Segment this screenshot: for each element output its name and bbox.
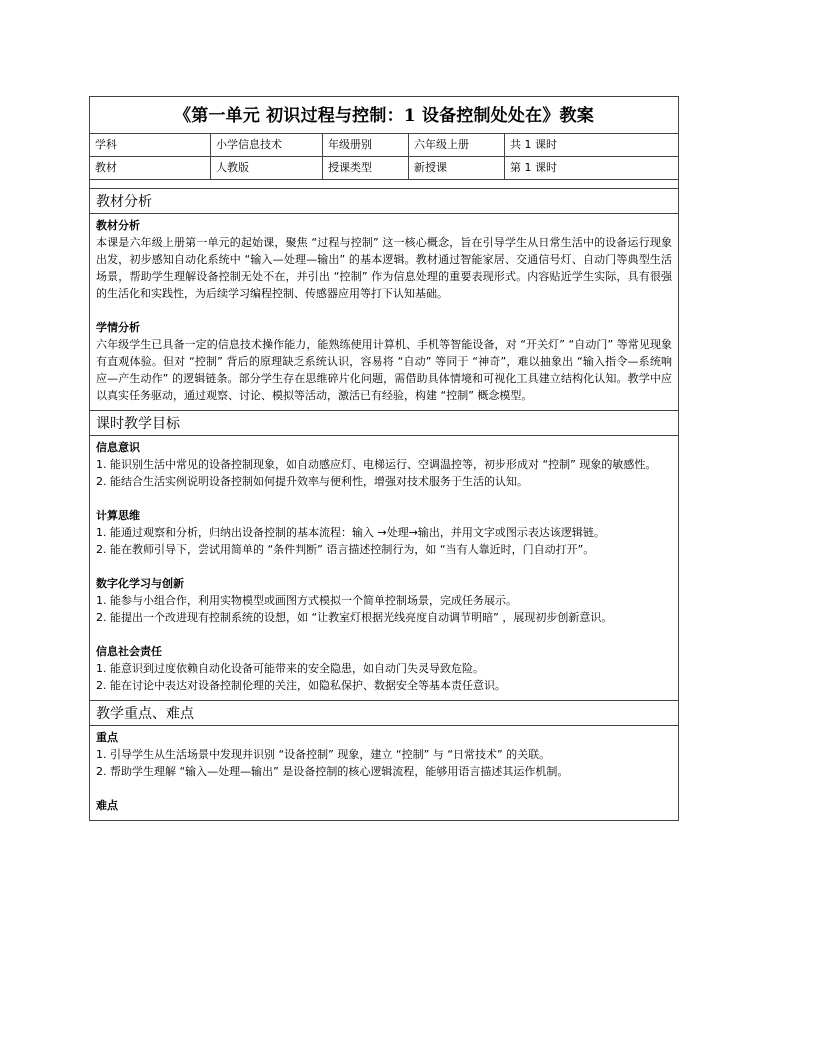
subheading-key: 重点 <box>96 731 118 744</box>
info-value-total-periods: 共 1 课时 <box>510 138 557 151</box>
section-body <box>90 726 678 820</box>
info-row-2 <box>90 157 678 180</box>
paragraph-material: 本课是六年级上册第一单元的起始课，聚焦 “过程与控制” 这一核心概念，旨在引导学生从日常生活中的设备运行现象出发，初步感知自动化系统中 “输入—处理—输出” 的基本逻辑。教材通过智能家居、交通信号灯、自动门等典型生活场景，帮助学生理解设备控制无处不在，并引出 “控制” 作为信息处理的重要表现形式。内容贴近学生实际，具有很强的生活化和实践性，为后续学习编程控制、传感器应用等打下认知基础。 <box>96 236 672 300</box>
info-value-period: 第 1 课时 <box>510 161 557 174</box>
subheading-difficulty: 难点 <box>96 799 118 812</box>
list-item: 2. 帮助学生理解 “输入—处理—输出” 是设备控制的核心逻辑流程，能够用语言描述其运作机制。 <box>96 765 569 778</box>
paragraph-student: 六年级学生已具备一定的信息技术操作能力，能熟练使用计算机、手机等智能设备，对 “开关灯” “自动门” 等常见现象有直观体验。但对 “控制” 背后的原理缺乏系统认识，容易将 “自动” 等同于 “神奇”，难以抽象出 “输入指令—系统响应—产生动作” 的逻辑链条。部分学生存在思维碎片化问题，需借助具体情境和可视化工具建立结构化认知。教学中应以真实任务驱动，通过观察、讨论、模拟等活动，激活已有经验，构建 “控制” 概念模型。 <box>96 338 672 402</box>
table-spacer <box>90 180 678 189</box>
document-title: 《第一单元 初识过程与控制：1 设备控制处处在》教案 <box>90 97 678 134</box>
list-item: 2. 能在讨论中表达对设备控制伦理的关注，如隐私保护、数据安全等基本责任意识。 <box>96 679 506 692</box>
section-heading: 教学重点、难点 <box>90 701 678 726</box>
list-item: 1. 引导学生从生活场景中发现并识别 “设备控制” 现象，建立 “控制” 与 “日常技术” 的关联。 <box>96 748 551 761</box>
info-label-textbook: 教材 <box>90 157 211 179</box>
subheading-goal: 信息社会责任 <box>96 645 162 658</box>
subheading-student: 学情分析 <box>96 321 140 334</box>
subheading-goal: 计算思维 <box>96 509 140 522</box>
list-item: 2. 能在教师引导下，尝试用简单的 “条件判断” 语言描述控制行为，如 “当有人靠近时，门自动打开”。 <box>96 543 595 556</box>
section-body <box>90 214 678 410</box>
info-label-grade: 年级册别 <box>323 134 409 156</box>
info-value-lesson-type: 新授课 <box>409 157 505 179</box>
info-value-textbook: 人教版 <box>211 157 323 179</box>
section-goals <box>90 411 678 701</box>
section-body <box>90 436 678 700</box>
section-heading: 课时教学目标 <box>90 411 678 436</box>
info-value-subject: 小学信息技术 <box>211 134 323 156</box>
subheading-goal: 信息意识 <box>96 441 140 454</box>
info-label-lesson-type: 授课类型 <box>323 157 409 179</box>
subheading-material: 教材分析 <box>96 219 140 232</box>
info-label-subject: 学科 <box>90 134 211 156</box>
section-analysis <box>90 189 678 411</box>
list-item: 2. 能结合生活实例说明设备控制如何提升效率与便利性，增强对技术服务于生活的认知。 <box>96 475 528 488</box>
subheading-goal: 数字化学习与创新 <box>96 577 184 590</box>
info-value-grade: 六年级上册 <box>409 134 505 156</box>
lesson-plan-document <box>89 96 679 821</box>
info-row-1 <box>90 134 678 157</box>
list-item: 1. 能意识到过度依赖自动化设备可能带来的安全隐患，如自动门失灵导致危险。 <box>96 662 484 675</box>
section-heading: 教材分析 <box>90 189 678 214</box>
list-item: 2. 能提出一个改进现有控制系统的设想，如 “让教室灯根据光线亮度自动调节明暗” ，展现初步创新意识。 <box>96 611 613 624</box>
list-item: 1. 能通过观察和分析，归纳出设备控制的基本流程：输入 →处理→输出，并用文字或图示表达该逻辑链。 <box>96 526 605 539</box>
section-keypoints <box>90 701 678 820</box>
list-item: 1. 能参与小组合作，利用实物模型或画图方式模拟一个简单控制场景，完成任务展示。 <box>96 594 517 607</box>
list-item: 1. 能识别生活中常见的设备控制现象，如自动感应灯、电梯运行、空调温控等，初步形成对 “控制” 现象的敏感性。 <box>96 458 657 471</box>
